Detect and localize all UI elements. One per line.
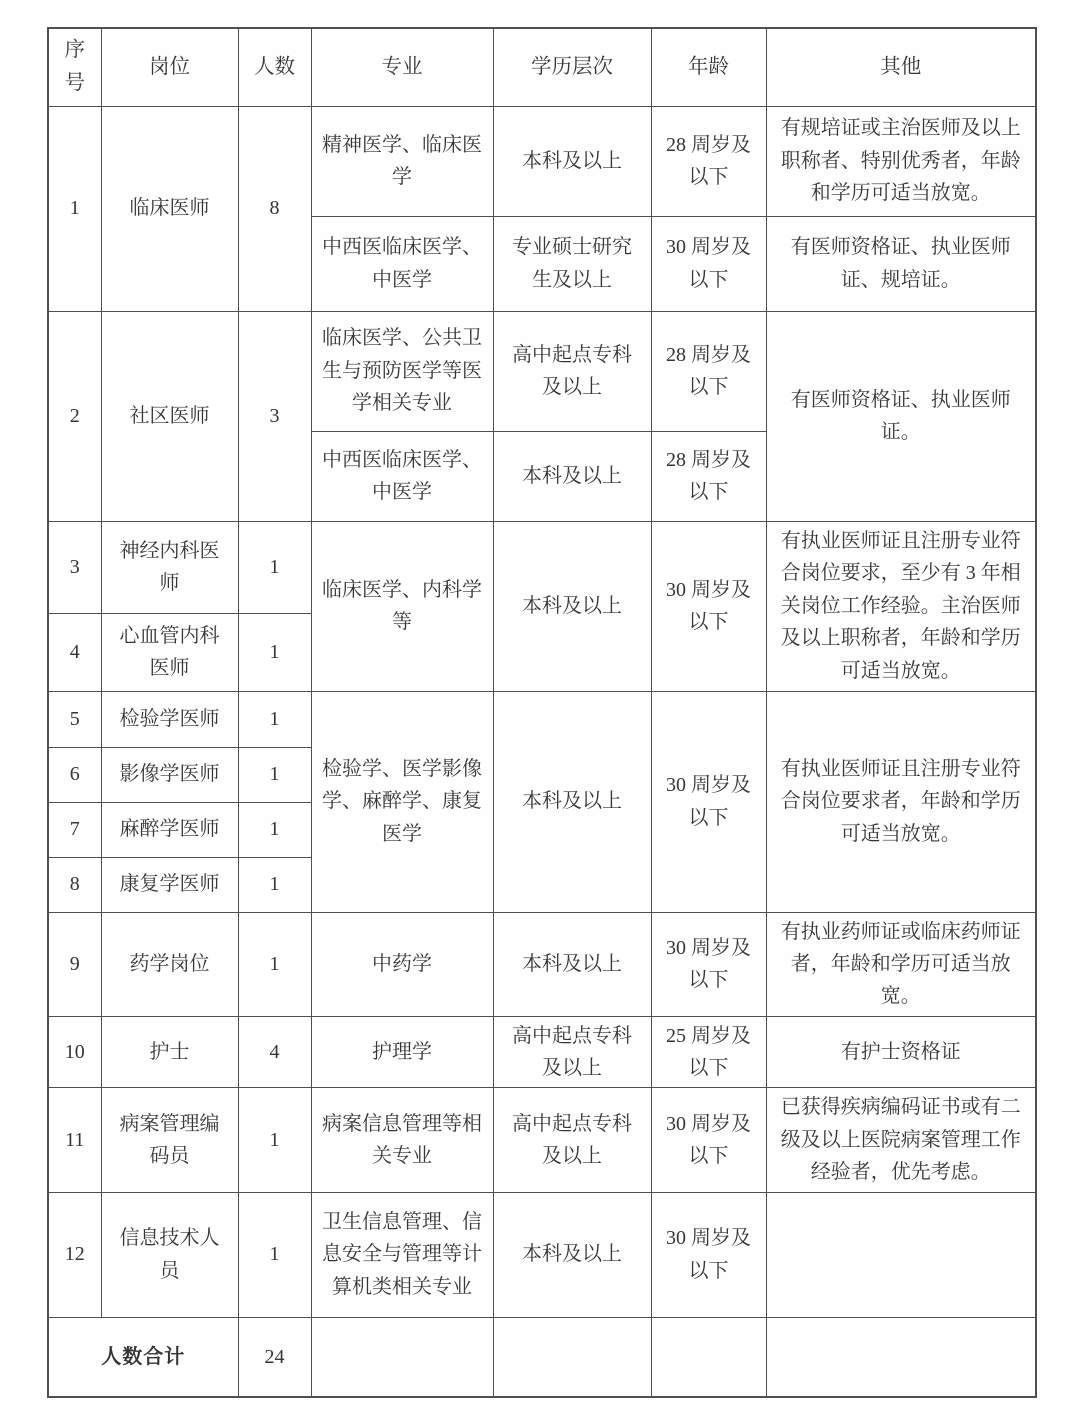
cell-r58-major: 检验学、医学影像学、麻醉学、康复医学 (311, 691, 493, 912)
cell-r1-post: 临床医师 (101, 106, 238, 311)
cell-r9-education: 本科及以上 (493, 912, 651, 1016)
cell-r2-post: 社区医师 (101, 311, 238, 521)
cell-r1-count: 8 (238, 106, 311, 311)
cell-r2-other: 有医师资格证、执业医师证。 (766, 311, 1036, 521)
cell-r10-major: 护理学 (311, 1016, 493, 1088)
cell-r5-no: 5 (48, 691, 101, 747)
cell-r3-count: 1 (238, 521, 311, 613)
cell-r4-count: 1 (238, 613, 311, 691)
cell-r11-education: 高中起点专科及以上 (493, 1088, 651, 1192)
column-header-other: 其他 (766, 28, 1036, 106)
cell-r8-post: 康复学医师 (101, 857, 238, 912)
cell-total-count: 24 (238, 1317, 311, 1397)
cell-r12-age: 30 周岁及以下 (651, 1192, 766, 1317)
cell-r9-age: 30 周岁及以下 (651, 912, 766, 1016)
cell-r8-count: 1 (238, 857, 311, 912)
column-header-no: 序号 (48, 28, 101, 106)
cell-r2a-major: 临床医学、公共卫生与预防医学等医学相关专业 (311, 311, 493, 431)
cell-r9-no: 9 (48, 912, 101, 1016)
cell-r2a-education: 高中起点专科及以上 (493, 311, 651, 431)
total-row (48, 1317, 1036, 1397)
recruitment-table (47, 27, 1037, 1398)
table-row (48, 1192, 1036, 1317)
cell-r7-count: 1 (238, 802, 311, 857)
column-header-age: 年龄 (651, 28, 766, 106)
cell-r1b-other: 有医师资格证、执业医师证、规培证。 (766, 216, 1036, 311)
cell-r10-count: 4 (238, 1016, 311, 1088)
table-row (48, 912, 1036, 1016)
cell-r12-no: 12 (48, 1192, 101, 1317)
header-row (48, 28, 1036, 106)
cell-r58-other: 有执业医师证且注册专业符合岗位要求者，年龄和学历可适当放宽。 (766, 691, 1036, 912)
cell-r10-other: 有护士资格证 (766, 1016, 1036, 1088)
table-row (48, 311, 1036, 431)
cell-r7-no: 7 (48, 802, 101, 857)
cell-r2-count: 3 (238, 311, 311, 521)
cell-r10-education: 高中起点专科及以上 (493, 1016, 651, 1088)
cell-r11-age: 30 周岁及以下 (651, 1088, 766, 1192)
cell-r1a-other: 有规培证或主治医师及以上职称者、特别优秀者，年龄和学历可适当放宽。 (766, 106, 1036, 216)
cell-r1a-major: 精神医学、临床医学 (311, 106, 493, 216)
cell-r11-major: 病案信息管理等相关专业 (311, 1088, 493, 1192)
cell-r1b-age: 30 周岁及以下 (651, 216, 766, 311)
cell-r1a-education: 本科及以上 (493, 106, 651, 216)
cell-r1-no: 1 (48, 106, 101, 311)
cell-total-age-empty (651, 1317, 766, 1397)
cell-r12-other (766, 1192, 1036, 1317)
table-row (48, 1088, 1036, 1192)
cell-r6-post: 影像学医师 (101, 747, 238, 802)
cell-r6-count: 1 (238, 747, 311, 802)
cell-r4-no: 4 (48, 613, 101, 691)
cell-total-other-empty (766, 1317, 1036, 1397)
cell-r9-count: 1 (238, 912, 311, 1016)
cell-r12-major: 卫生信息管理、信息安全与管理等计算机类相关专业 (311, 1192, 493, 1317)
cell-r34-age: 30 周岁及以下 (651, 521, 766, 691)
cell-r6-no: 6 (48, 747, 101, 802)
cell-r1a-age: 28 周岁及以下 (651, 106, 766, 216)
column-header-post: 岗位 (101, 28, 238, 106)
cell-r11-count: 1 (238, 1088, 311, 1192)
cell-r1b-major: 中西医临床医学、中医学 (311, 216, 493, 311)
cell-r4-post: 心血管内科医师 (101, 613, 238, 691)
cell-total-label: 人数合计 (48, 1317, 238, 1397)
cell-r8-no: 8 (48, 857, 101, 912)
cell-r34-education: 本科及以上 (493, 521, 651, 691)
cell-r2b-age: 28 周岁及以下 (651, 431, 766, 521)
cell-r58-age: 30 周岁及以下 (651, 691, 766, 912)
cell-r10-no: 10 (48, 1016, 101, 1088)
cell-total-major-empty (311, 1317, 493, 1397)
cell-r34-major: 临床医学、内科学等 (311, 521, 493, 691)
cell-r2a-age: 28 周岁及以下 (651, 311, 766, 431)
cell-r11-other: 已获得疾病编码证书或有二级及以上医院病案管理工作经验者，优先考虑。 (766, 1088, 1036, 1192)
table-row (48, 106, 1036, 216)
cell-r12-count: 1 (238, 1192, 311, 1317)
cell-r12-education: 本科及以上 (493, 1192, 651, 1317)
cell-r2-no: 2 (48, 311, 101, 521)
cell-r5-post: 检验学医师 (101, 691, 238, 747)
cell-r58-education: 本科及以上 (493, 691, 651, 912)
cell-r11-no: 11 (48, 1088, 101, 1192)
cell-r3-post: 神经内科医师 (101, 521, 238, 613)
cell-r5-count: 1 (238, 691, 311, 747)
cell-total-education-empty (493, 1317, 651, 1397)
cell-r1b-education: 专业硕士研究生及以上 (493, 216, 651, 311)
table-row (48, 1016, 1036, 1088)
cell-r2b-education: 本科及以上 (493, 431, 651, 521)
column-header-major: 专业 (311, 28, 493, 106)
cell-r10-age: 25 周岁及以下 (651, 1016, 766, 1088)
cell-r9-major: 中药学 (311, 912, 493, 1016)
cell-r34-other: 有执业医师证且注册专业符合岗位要求，至少有 3 年相关岗位工作经验。主治医师及以上职称者，年龄和学历可适当放宽。 (766, 521, 1036, 691)
cell-r9-post: 药学岗位 (101, 912, 238, 1016)
table-row (48, 691, 1036, 747)
cell-r7-post: 麻醉学医师 (101, 802, 238, 857)
column-header-count: 人数 (238, 28, 311, 106)
cell-r10-post: 护士 (101, 1016, 238, 1088)
cell-r3-no: 3 (48, 521, 101, 613)
column-header-education: 学历层次 (493, 28, 651, 106)
table-row (48, 521, 1036, 613)
cell-r12-post: 信息技术人员 (101, 1192, 238, 1317)
cell-r2b-major: 中西医临床医学、中医学 (311, 431, 493, 521)
cell-r9-other: 有执业药师证或临床药师证者，年龄和学历可适当放宽。 (766, 912, 1036, 1016)
cell-r11-post: 病案管理编码员 (101, 1088, 238, 1192)
